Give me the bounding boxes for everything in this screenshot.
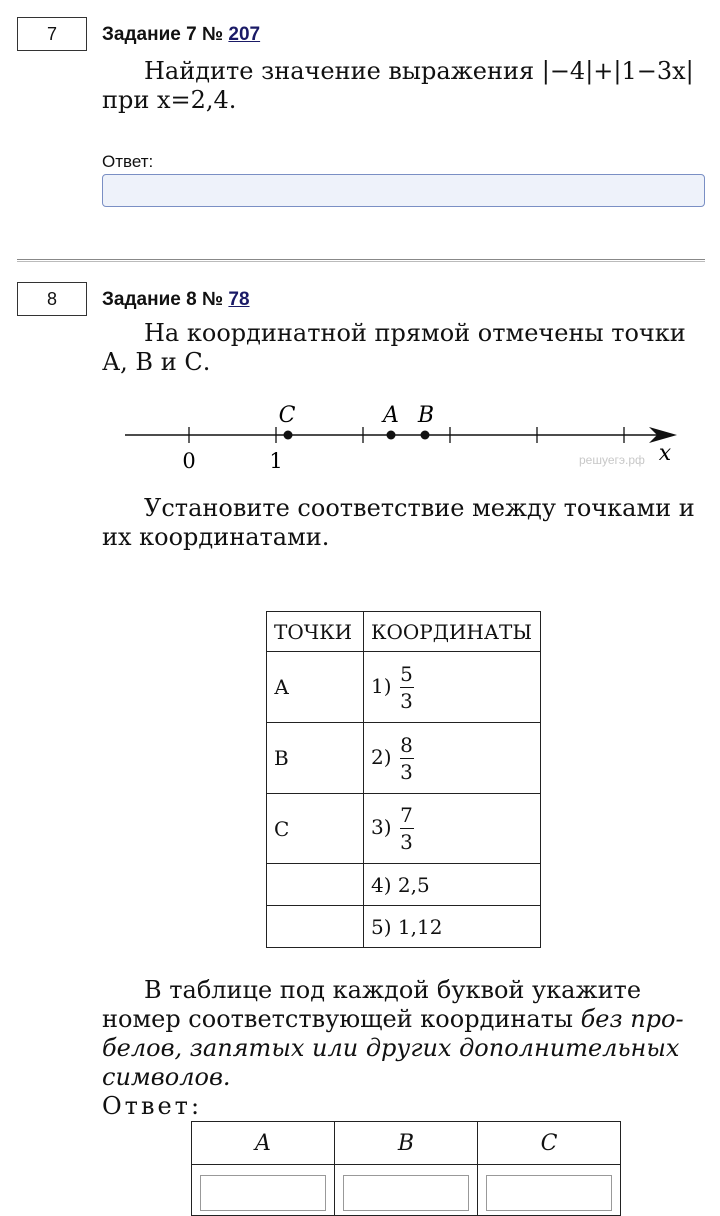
point-c-label: C: [278, 403, 296, 428]
point-cell: [267, 864, 364, 906]
task-header-label: Задание 8 №: [102, 289, 229, 310]
fraction-numerator: 7: [400, 803, 413, 827]
option-cell: [364, 794, 541, 864]
answer-header-c: C: [478, 1122, 621, 1165]
answer-input[interactable]: [102, 174, 705, 207]
answer-input-c[interactable]: [486, 1175, 612, 1211]
axis-label: x: [658, 441, 672, 466]
point-a-dot: [387, 431, 396, 440]
fraction: [400, 663, 414, 712]
fraction-numerator: 8: [400, 732, 413, 757]
task-number-box: [17, 17, 87, 51]
answer-table: [191, 1121, 621, 1216]
matching-table: [266, 611, 541, 948]
answer-cell: [335, 1165, 478, 1216]
task-text: [102, 57, 702, 115]
option-cell: [364, 864, 541, 906]
task-header: [102, 289, 250, 311]
option-number: 3): [371, 815, 392, 839]
task-header: [102, 24, 260, 46]
tick-label-0: 0: [182, 449, 196, 473]
table-row: [267, 906, 541, 948]
math-condition: x=2,4.: [156, 86, 237, 114]
math-expression: |−4|+|1−3x|: [541, 57, 694, 85]
task-text-part: Найдите значение выражения: [144, 57, 542, 85]
point-cell: С: [267, 794, 364, 864]
answer-label: Ответ:: [102, 152, 154, 171]
point-b-label: B: [417, 403, 435, 428]
task-link[interactable]: 207: [228, 24, 261, 45]
option-number: 5): [371, 914, 392, 939]
answer-cell: [192, 1165, 335, 1216]
tick-label-1: 1: [269, 449, 283, 473]
fraction-numerator: 5: [400, 661, 413, 686]
task-intro: На координатной прямой отмечены точки А, В и С.: [102, 319, 686, 376]
answer-header-b: B: [335, 1122, 478, 1165]
point-b-dot: [421, 431, 430, 440]
fraction-denominator: 3: [400, 759, 413, 784]
task-number: 7: [46, 23, 57, 44]
number-line-figure: [115, 396, 690, 476]
point-c-dot: [284, 431, 293, 440]
option-value: 1,12: [397, 914, 443, 939]
table-row: [267, 794, 541, 864]
answer-instruction: [102, 976, 702, 1092]
table-header-row: [267, 612, 541, 652]
answer-input-row: [192, 1165, 621, 1216]
point-cell: [267, 906, 364, 948]
divider: [17, 259, 705, 262]
point-cell: В: [267, 723, 364, 794]
answer-instruction-text: В таблице под каждой буквой укажите номер соответствующей координаты: [102, 976, 642, 1033]
table-row: [267, 864, 541, 906]
option-number: 1): [371, 673, 392, 698]
task-instruction-text: Установите соответствие между точками и их координатами.: [102, 494, 695, 551]
task-text: [102, 319, 702, 377]
answer-label: Ответ:: [102, 1092, 203, 1120]
answer-header-row: [192, 1122, 621, 1165]
fraction: [400, 804, 414, 853]
option-cell: [364, 906, 541, 948]
task-link[interactable]: 78: [228, 289, 250, 310]
fraction-denominator: 3: [400, 830, 413, 854]
table-header-cell: ТОЧКИ: [267, 612, 364, 652]
answer-header-a: A: [192, 1122, 335, 1165]
point-cell: А: [267, 652, 364, 723]
watermark: решуегэ.рф: [579, 453, 645, 467]
option-cell: [364, 723, 541, 794]
task-number: 8: [46, 288, 57, 309]
option-value: 2,5: [397, 872, 430, 897]
option-cell: [364, 652, 541, 723]
fraction-denominator: 3: [400, 688, 413, 713]
table-row: [267, 723, 541, 794]
task-text-part: при: [102, 86, 157, 114]
answer-input-b[interactable]: [343, 1175, 469, 1211]
task-header-label: Задание 7 №: [102, 24, 229, 45]
task-number-box: [17, 282, 87, 316]
answer-cell: [478, 1165, 621, 1216]
option-number: 2): [371, 744, 392, 769]
table-row: [267, 652, 541, 723]
answer-input-a[interactable]: [200, 1175, 326, 1211]
task-instruction: [102, 494, 702, 552]
option-number: 4): [371, 872, 392, 897]
fraction: [400, 734, 414, 783]
point-a-label: A: [383, 403, 399, 428]
table-header-cell: КООРДИНАТЫ: [364, 612, 541, 652]
answer-instruction-italic: без про-белов, запятых или других дополнительных символов.: [102, 1005, 684, 1091]
